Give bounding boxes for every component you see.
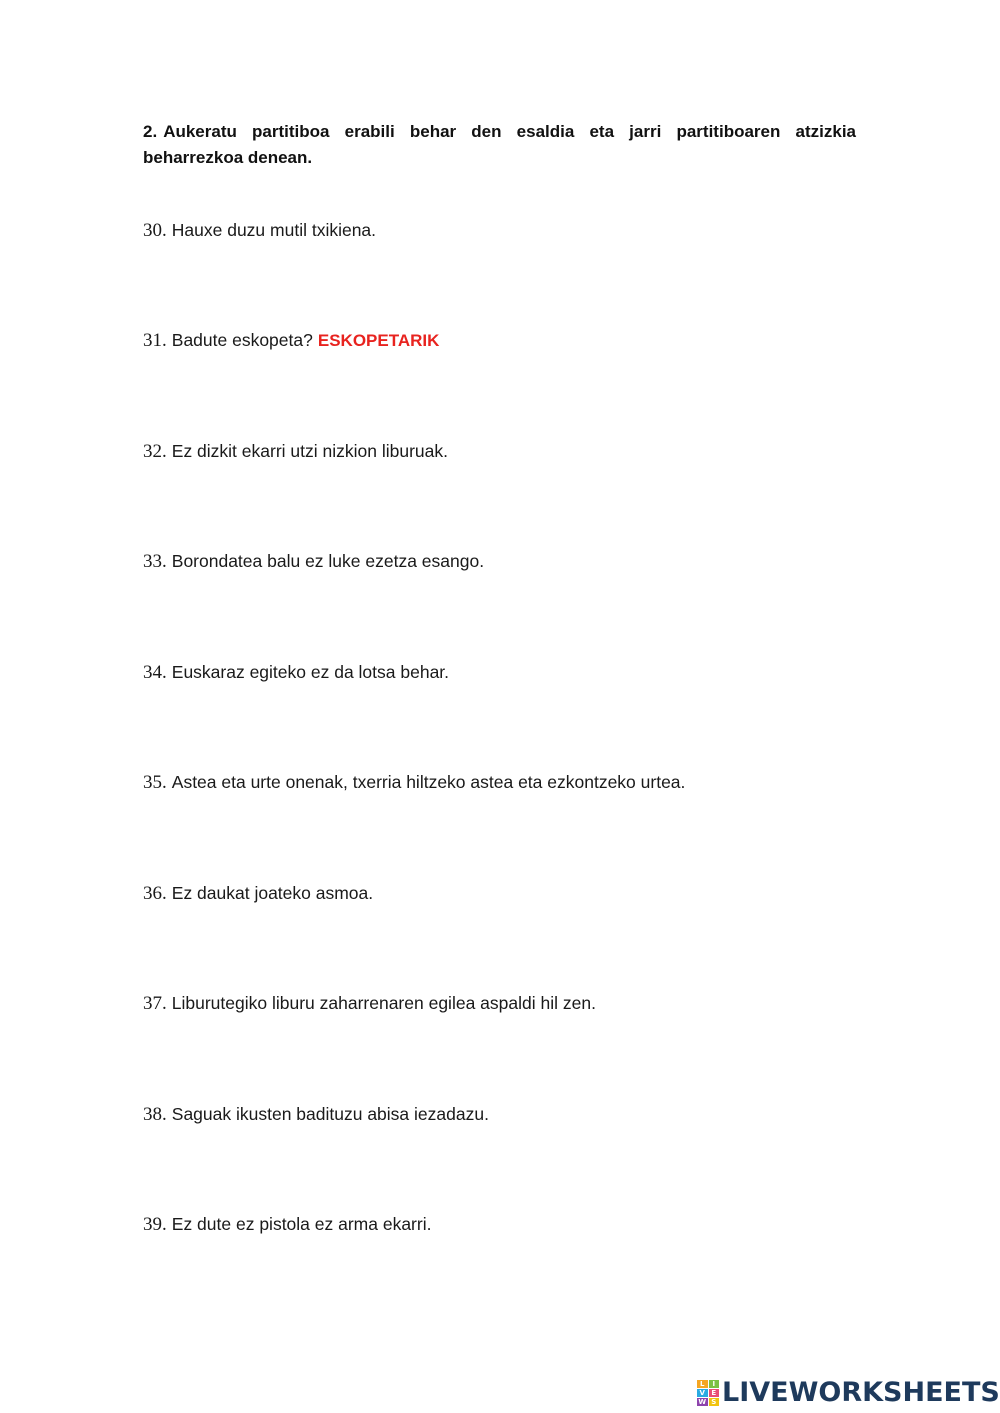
logo-tile: I	[709, 1380, 720, 1388]
liveworksheets-logo-icon	[697, 1380, 719, 1406]
item-text: Liburutegiko liburu zaharrenaren egilea aspaldi hil zen.	[171, 993, 596, 1013]
item-number: 33.	[143, 551, 167, 572]
item-number: 30.	[143, 220, 167, 241]
item-number: 31.	[143, 330, 167, 351]
exercise-item-31	[143, 328, 439, 353]
exercise-item-39	[143, 1212, 431, 1237]
exercise-instruction-text: Aukeratu partitiboa erabili behar den esaldia eta jarri partitiboaren atzizkia beharrezkoa denean.	[143, 122, 856, 167]
liveworksheets-brand[interactable]	[697, 1376, 1000, 1410]
exercise-item-30	[143, 218, 376, 243]
item-text: Hauxe duzu mutil txikiena.	[171, 220, 377, 240]
logo-tile: S	[709, 1398, 720, 1406]
exercise-item-33	[143, 549, 484, 574]
logo-tile: L	[697, 1380, 708, 1388]
exercise-number: 2.	[143, 122, 158, 141]
exercise-item-35	[143, 770, 685, 795]
item-text: Saguak ikusten badituzu abisa iezadazu.	[171, 1104, 489, 1124]
exercise-item-32	[143, 439, 448, 464]
exercise-item-38	[143, 1102, 489, 1127]
item-number: 38.	[143, 1104, 167, 1125]
item-text: Badute eskopeta?	[171, 330, 313, 350]
exercise-instruction	[143, 119, 856, 171]
item-number: 36.	[143, 883, 167, 904]
item-text: Ez daukat joateko asmoa.	[171, 883, 374, 903]
item-text: Borondatea balu ez luke ezetza esango.	[171, 551, 485, 571]
item-number: 34.	[143, 662, 167, 683]
answer-text[interactable]: ESKOPETARIK	[317, 331, 440, 350]
exercise-item-37	[143, 991, 596, 1016]
item-number: 32.	[143, 441, 167, 462]
logo-tile: E	[709, 1389, 720, 1397]
brand-name: LIVEWORKSHEETS	[722, 1377, 1000, 1408]
item-number: 37.	[143, 993, 167, 1014]
exercise-item-36	[143, 881, 373, 906]
logo-tile: V	[697, 1389, 708, 1397]
exercise-item-34	[143, 660, 449, 685]
item-text: Astea eta urte onenak, txerria hiltzeko astea eta ezkontzeko urtea.	[171, 772, 686, 792]
logo-tile: W	[698, 1398, 707, 1406]
item-number: 39.	[143, 1214, 167, 1235]
item-text: Euskaraz egiteko ez da lotsa behar.	[171, 662, 450, 682]
item-text: Ez dute ez pistola ez arma ekarri.	[171, 1214, 432, 1234]
item-number: 35.	[143, 772, 167, 793]
item-text: Ez dizkit ekarri utzi nizkion liburuak.	[171, 441, 448, 461]
